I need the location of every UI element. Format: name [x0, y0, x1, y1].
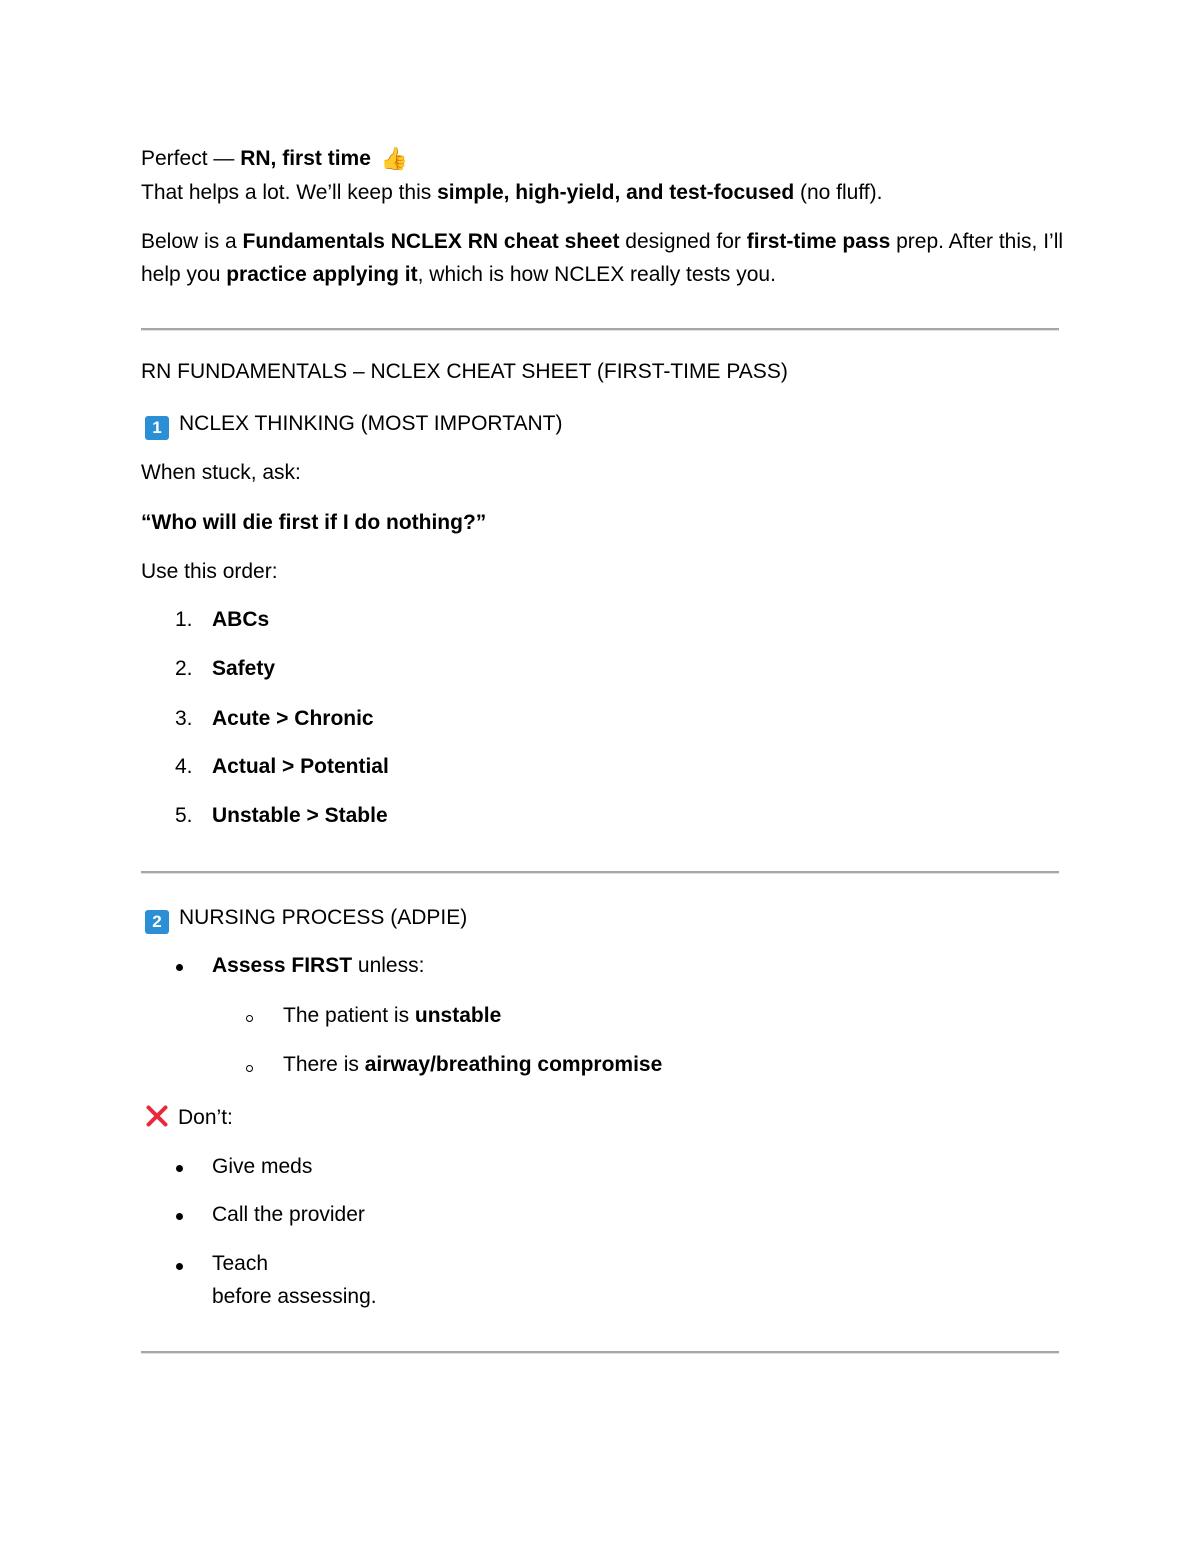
sheet-title: RN FUNDAMENTALS – NCLEX CHEAT SHEET (FIRST-TIME PASS) — [141, 360, 788, 383]
bullet-icon — [176, 1165, 183, 1172]
divider — [141, 871, 1059, 874]
section-heading-text: NURSING PROCESS (ADPIE) — [179, 906, 468, 929]
intro-text: , which is how NCLEX really tests you. — [417, 263, 776, 286]
list-item-text: Actual > Potential — [212, 755, 389, 778]
intro-bold: RN, first time — [240, 147, 371, 170]
list-number: 2. — [175, 657, 193, 680]
list-item — [212, 753, 389, 781]
section-1-heading — [141, 410, 562, 440]
intro-paragraph-line-1 — [141, 228, 1063, 256]
intro-bold: simple, high-yield, and test-focused — [437, 181, 795, 204]
intro-text: help you — [141, 263, 227, 286]
intro-bold: first-time pass — [746, 230, 891, 253]
thumbs-up-icon: 👍 — [380, 146, 409, 171]
bullet-icon — [176, 964, 183, 971]
intro-text: designed for — [619, 230, 747, 253]
list-item-text: The patient is — [283, 1004, 415, 1027]
list-item — [212, 705, 374, 733]
list-item: Teach — [212, 1252, 269, 1275]
intro-text: (no fluff). — [794, 181, 883, 204]
intro-bold: practice applying it — [226, 263, 418, 286]
divider — [141, 1351, 1059, 1354]
intro-line-2 — [141, 179, 882, 207]
list-item — [212, 802, 388, 830]
divider — [141, 328, 1059, 331]
dont-heading — [141, 1103, 233, 1132]
use-order-text: Use this order: — [141, 560, 278, 583]
number-1-icon: 1 — [145, 416, 169, 440]
list-item-text: unless: — [352, 954, 425, 977]
dont-text: Don’t: — [178, 1106, 233, 1129]
list-item — [212, 952, 424, 980]
key-question-text: “Who will die first if I do nothing?” — [141, 511, 487, 534]
section-2-heading — [141, 904, 467, 934]
list-item — [212, 655, 275, 683]
intro-text: Perfect — — [141, 147, 241, 170]
list-item-bold: Assess FIRST — [212, 954, 353, 977]
cross-mark-icon — [144, 1103, 170, 1129]
list-item-bold: airway/breathing compromise — [364, 1053, 663, 1076]
list-number: 4. — [175, 755, 193, 778]
intro-paragraph-line-2 — [141, 261, 776, 289]
list-number: 1. — [175, 608, 193, 631]
list-number: 3. — [175, 707, 193, 730]
intro-bold: Fundamentals NCLEX RN cheat sheet — [242, 230, 620, 253]
bullet-icon — [176, 1213, 183, 1220]
circle-bullet-icon — [246, 1065, 253, 1072]
intro-line-1 — [141, 145, 408, 173]
list-number: 5. — [175, 804, 193, 827]
sub-list-item — [283, 1051, 662, 1079]
intro-text: That helps a lot. We’ll keep this — [141, 181, 438, 204]
when-stuck-text: When stuck, ask: — [141, 461, 301, 484]
list-item — [212, 606, 269, 634]
sub-list-item — [283, 1002, 501, 1030]
key-question — [141, 509, 486, 537]
intro-text: Below is a — [141, 230, 243, 253]
list-item-text: Safety — [212, 657, 276, 680]
list-item-text: ABCs — [212, 608, 270, 631]
list-item: Call the provider — [212, 1203, 365, 1226]
list-item-text: Acute > Chronic — [212, 707, 374, 730]
bullet-icon — [176, 1263, 183, 1270]
list-item-bold: unstable — [414, 1004, 502, 1027]
list-item: Give meds — [212, 1155, 313, 1178]
list-item-text: There is — [283, 1053, 365, 1076]
section-heading-text: NCLEX THINKING (MOST IMPORTANT) — [179, 412, 563, 435]
list-item-text: Unstable > Stable — [212, 804, 388, 827]
number-2-icon: 2 — [145, 910, 169, 934]
circle-bullet-icon — [246, 1015, 253, 1022]
list-item-continuation: before assessing. — [212, 1285, 377, 1308]
intro-text: prep. After this, I’ll — [890, 230, 1064, 253]
